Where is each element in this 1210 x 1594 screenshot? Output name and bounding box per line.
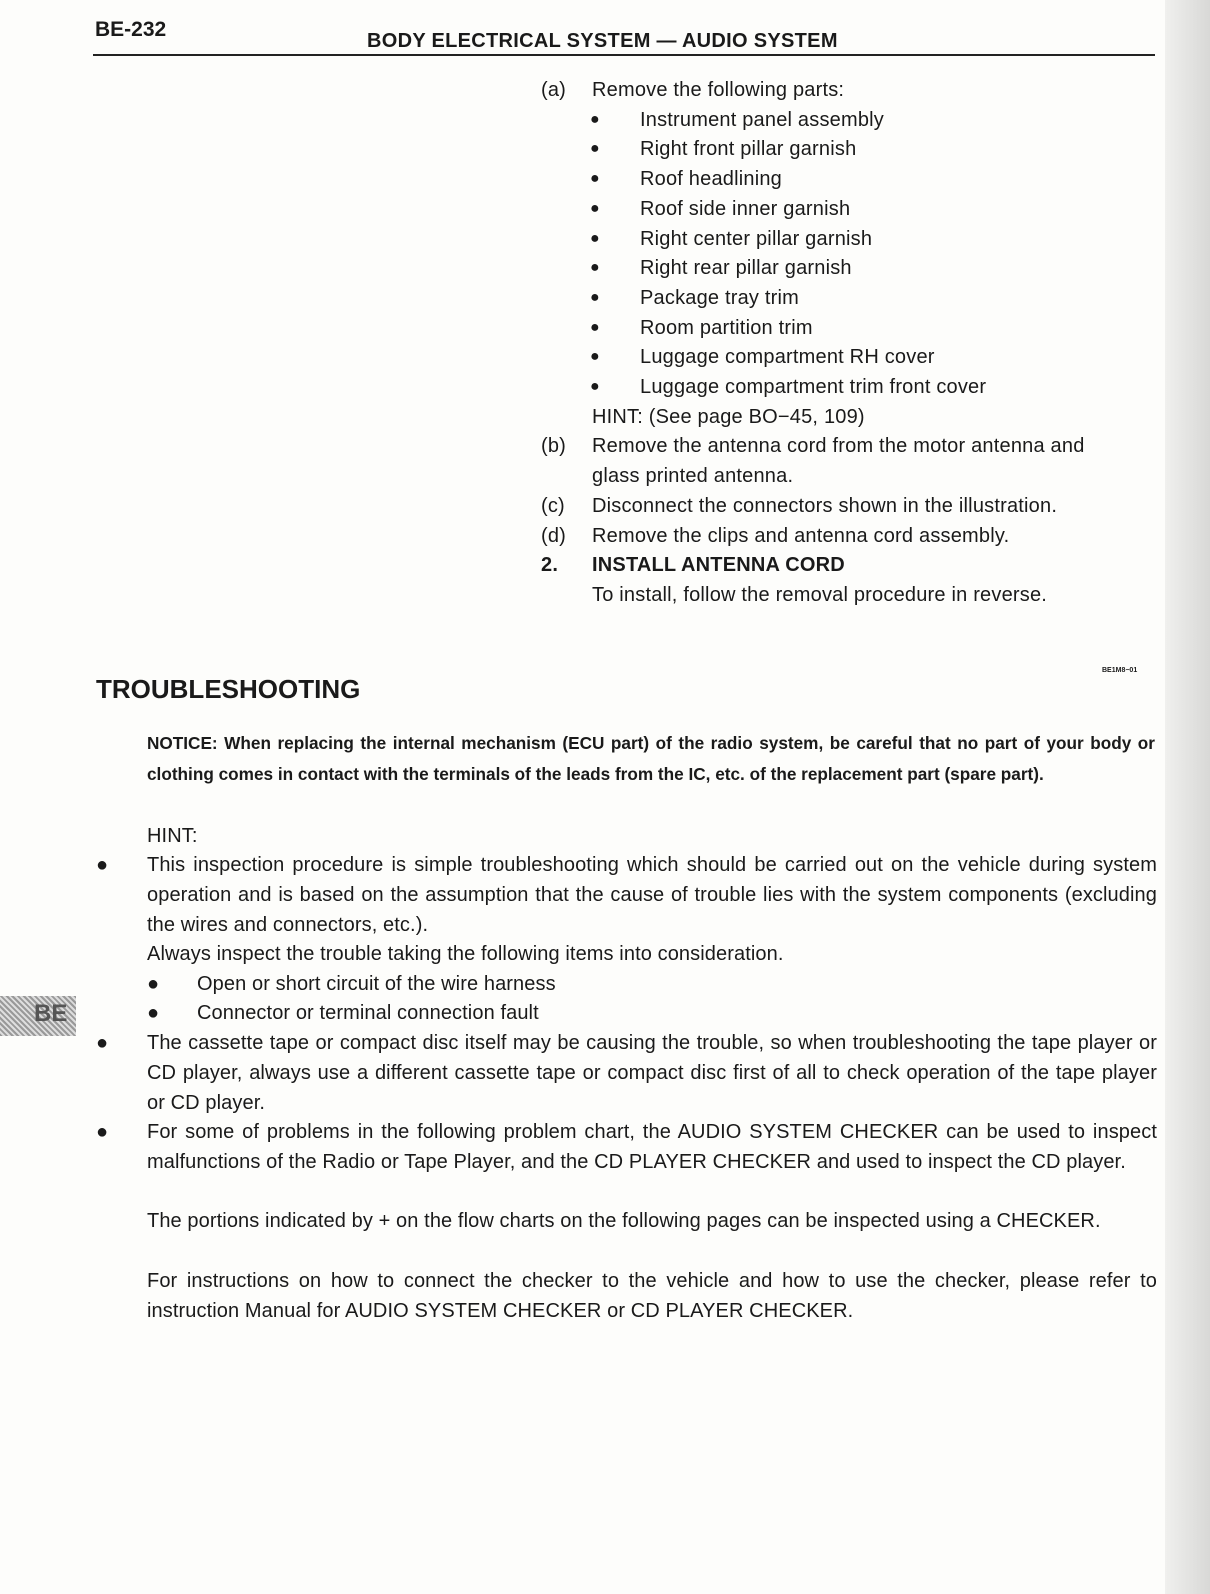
bullet-icon: ● [590, 378, 600, 395]
bullet-icon: ● [96, 854, 109, 876]
step-label: (c) [541, 494, 565, 517]
part-item: Roof side inner garnish [640, 197, 851, 220]
bullet-3-followup: The portions indicated by + on the flow charts on the following pages can be inspected using a CHECKER. [147, 1210, 1101, 1232]
part-item: Right rear pillar garnish [640, 257, 852, 280]
hint-label: HINT: [147, 825, 198, 847]
section-code: BE1M8−01 [1102, 667, 1138, 674]
bullet-icon: ● [96, 1121, 109, 1143]
step-text: Remove the following parts: [592, 79, 845, 101]
step-number: 2. [541, 554, 559, 577]
step-label: (a) [541, 79, 567, 101]
bullet-1-followup: Always inspect the trouble taking the following items into consideration. [147, 943, 784, 965]
part-item: Right center pillar garnish [640, 227, 873, 250]
scan-edge-shadow [1165, 0, 1210, 1594]
step-text: To install, follow the removal procedure in reverse. [592, 583, 1048, 606]
part-item: Luggage compartment RH cover [640, 346, 935, 369]
bullet-1: This inspection procedure is simple troubleshooting which should be carried out on the vehicle during system operation and is based on the assumption that the cause of trouble lies with the system components (excluding the wires and connectors, etc.). [147, 854, 1157, 936]
sub-item: Open or short circuit of the wire harness [197, 973, 556, 995]
step-text: Disconnect the connectors shown in the illustration. [592, 494, 1058, 517]
bullet-icon: ● [590, 170, 600, 188]
part-item: Package tray trim [640, 286, 800, 309]
bullet-icon: ● [96, 1032, 109, 1054]
bullet-icon: ● [590, 110, 600, 128]
section-title: TROUBLESHOOTING [96, 674, 361, 704]
page-number: BE-232 [95, 18, 167, 41]
bullet-icon: ● [590, 229, 600, 247]
bullet-icon: ● [590, 348, 600, 366]
bullet-3-instructions: For instructions on how to connect the checker to the vehicle and how to use the checker, please refer to instruction Manual for AUDIO SYSTEM CHECKER or CD PLAYER CHECKER. [147, 1270, 1157, 1322]
sub-item: Connector or terminal connection fault [197, 1002, 539, 1024]
step-title: INSTALL ANTENNA CORD [592, 554, 845, 577]
part-item: Roof headlining [640, 168, 782, 191]
running-head: BODY ELECTRICAL SYSTEM — AUDIO SYSTEM [367, 30, 838, 52]
notice: NOTICE: When replacing the internal mechanism (ECU part) of the radio system, be careful that no part of your body or clothing comes in contact with the terminals of the leads from the IC, etc. of the replacement part (spare part). [147, 733, 1155, 784]
step-label: (d) [541, 524, 567, 547]
sub-bullet-icon: ● [147, 1002, 160, 1024]
step-text: Remove the clips and antenna cord assembly. [592, 524, 1010, 547]
sub-bullet-icon: ● [147, 973, 160, 995]
bullet-icon: ● [590, 318, 600, 336]
section-tab [0, 996, 76, 1036]
step-text: glass printed antenna. [592, 465, 794, 488]
step-label: (b) [541, 435, 567, 458]
header-rule [93, 54, 1155, 56]
bullet-icon: ● [590, 199, 600, 217]
bullet-3: For some of problems in the following problem chart, the AUDIO SYSTEM CHECKER can be used to inspect malfunctions of the Radio or Tape Player, and the CD PLAYER CHECKER and used to inspect the CD player. [147, 1121, 1157, 1173]
part-item: Right front pillar garnish [640, 138, 857, 161]
bullet-2: The cassette tape or compact disc itself may be causing the trouble, so when troubleshooting the tape player or CD player, always use a different cassette tape or compact disc first of all to check operation of the tape player or CD player. [147, 1032, 1157, 1114]
part-item: Instrument panel assembly [640, 108, 885, 131]
part-item: Room partition trim [640, 316, 813, 339]
bullet-icon: ● [590, 259, 600, 277]
section-tab-label: BE [34, 1000, 68, 1027]
step-text: Remove the antenna cord from the motor antenna and [592, 435, 1085, 458]
bullet-icon: ● [590, 288, 600, 306]
bullet-icon: ● [590, 140, 600, 158]
hint: HINT: (See page BO−45, 109) [592, 405, 865, 428]
part-item: Luggage compartment trim front cover [640, 376, 987, 398]
